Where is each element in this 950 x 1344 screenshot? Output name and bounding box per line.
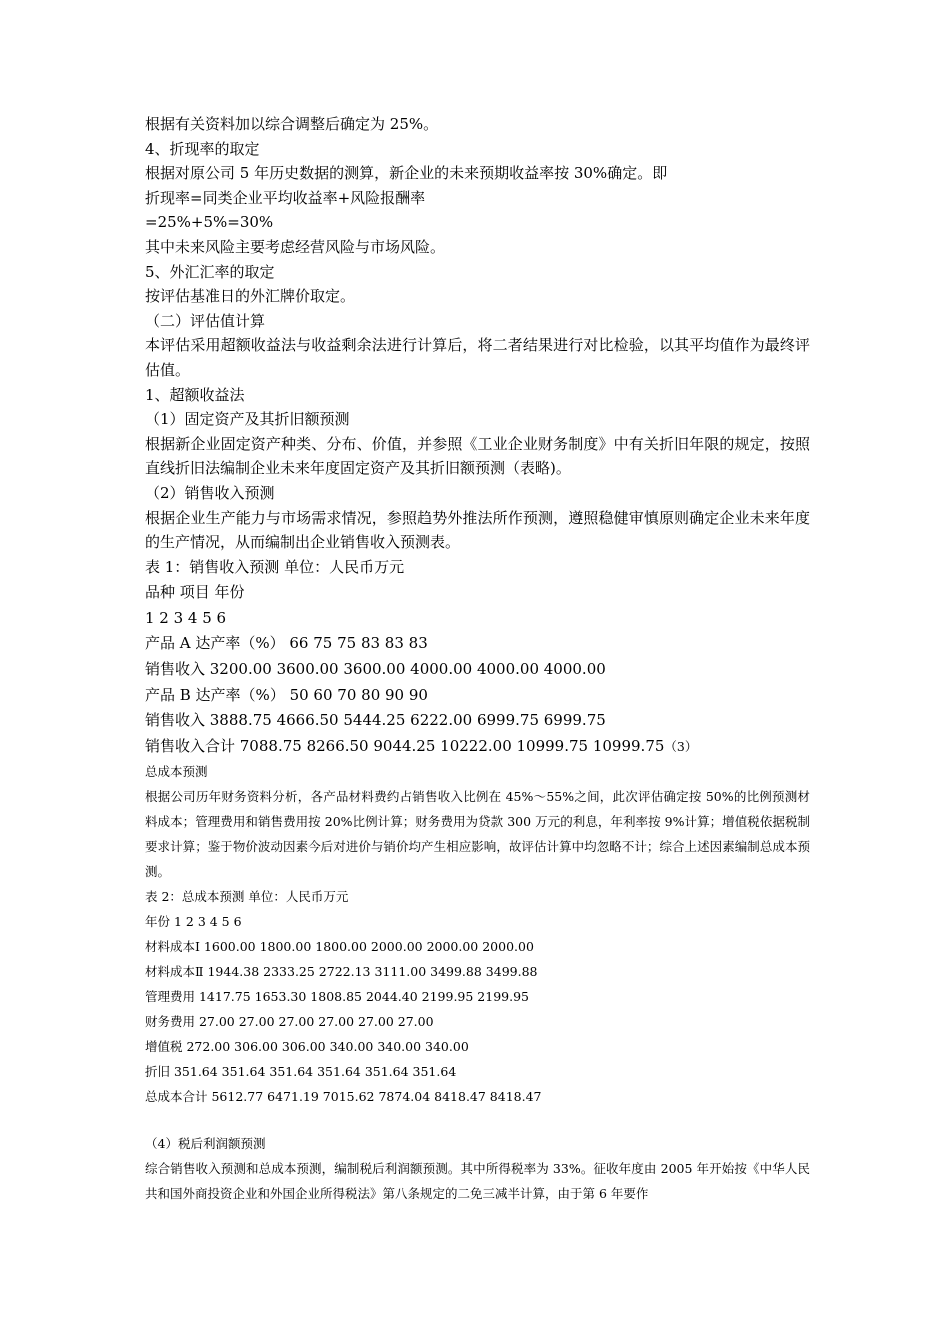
text-line: 根据对原公司 5 年历史数据的测算，新企业的未来预期收益率按 30%确定。即: [145, 164, 668, 183]
table-header: 年份 1 2 3 4 5 6: [145, 914, 242, 930]
table-row: 总成本合计 5612.77 6471.19 7015.62 7874.04 8418.47 8418.47: [145, 1089, 542, 1105]
table-caption: 表 2：总成本预测 单位：人民币万元: [145, 889, 349, 905]
paragraph: 本评估采用超额收益法与收益剩余法进行计算后，将二者结果进行对比检验，以其平均值作为最终评估值。: [145, 336, 810, 379]
paragraph: 综合销售收入预测和总成本预测，编制税后利润额预测。其中所得税率为 33%。征收年度由 2005 年开始按《中华人民共和国外商投资企业和外国企业所得税法》第八条规定的二免三减半计算，由于第 6 年要作: [145, 1161, 810, 1202]
text-line: 按评估基准日的外汇牌价取定。: [145, 287, 356, 306]
section-number: （3）: [664, 738, 698, 754]
text-line: 其中未来风险主要考虑经营风险与市场风险。: [145, 237, 446, 256]
table-row: 产品 A 达产率（%） 66 75 75 83 83 83: [145, 634, 428, 653]
table-row: 销售收入 3200.00 3600.00 3600.00 4000.00 4000.00 4000.00: [145, 660, 606, 679]
section-heading: （2）销售收入预测: [145, 483, 275, 502]
document-page: [145, 112, 810, 1206]
table-header: 品种 项目 年份: [145, 583, 245, 602]
table-row: 增值税 272.00 306.00 306.00 340.00 340.00 340.00: [145, 1039, 469, 1055]
table-row: 管理费用 1417.75 1653.30 1808.85 2044.40 2199.95 2199.95: [145, 989, 529, 1005]
table-row: [145, 734, 810, 760]
table-row: 材料成本Ⅱ 1944.38 2333.25 2722.13 3111.00 3499.88 3499.88: [145, 964, 538, 980]
spacer: [145, 1109, 810, 1131]
table-header: 1 2 3 4 5 6: [145, 608, 227, 627]
paragraph: 根据企业生产能力与市场需求情况，参照趋势外推法所作预测，遵照稳健审慎原则确定企业未来年度的生产情况，从而编制出企业销售收入预测表。: [145, 508, 810, 552]
table-row-text: 销售收入合计 7088.75 8266.50 9044.25 10222.00 10999.75 10999.75: [145, 736, 665, 755]
table-row: 材料成本Ⅰ 1600.00 1800.00 1800.00 2000.00 2000.00 2000.00: [145, 939, 534, 955]
section-heading: 5、外汇汇率的取定: [145, 262, 275, 281]
table-row: 财务费用 27.00 27.00 27.00 27.00 27.00 27.00: [145, 1014, 434, 1030]
table-row: 产品 B 达产率（%） 50 60 70 80 90 90: [145, 685, 428, 704]
section-heading: （1）固定资产及其折旧额预测: [145, 410, 350, 429]
formula-line: =25%+5%=30%: [145, 213, 274, 232]
section-heading: （4）税后利润额预测: [145, 1136, 266, 1152]
table-row: 折旧 351.64 351.64 351.64 351.64 351.64 351.64: [145, 1064, 457, 1080]
text-line: 根据有关资料加以综合调整后确定为 25%。: [145, 115, 439, 133]
section-heading: 总成本预测: [145, 764, 208, 780]
section-heading: 1、超额收益法: [145, 385, 245, 404]
paragraph: 根据新企业固定资产种类、分布、价值，并参照《工业企业财务制度》中有关折旧年限的规定，按照直线折旧法编制企业未来年度固定资产及其折旧额预测（表略)。: [145, 434, 810, 478]
section-heading: （二）评估值计算: [145, 311, 266, 330]
table-caption: 表 1：销售收入预测 单位：人民币万元: [145, 557, 405, 576]
section-heading: 4、折现率的取定: [145, 139, 260, 158]
paragraph: 根据公司历年财务资料分析，各产品材料费约占销售收入比例在 45%～55%之间，此次评估确定按 50%的比例预测材料成本；管理费用和销售费用按 20%比例计算；财务费用为贷款 300 万元的利息，年利率按 9%计算；增值税依据税制要求计算；鉴于物价波动因素今后对进价与销价均产生相应影响，故评估计算中均忽略不计；综合上述因素编制总成本预测。: [145, 789, 810, 880]
formula-line: 折现率=同类企业平均收益率+风险报酬率: [145, 188, 426, 207]
table-row: 销售收入 3888.75 4666.50 5444.25 6222.00 6999.75 6999.75: [145, 711, 606, 730]
